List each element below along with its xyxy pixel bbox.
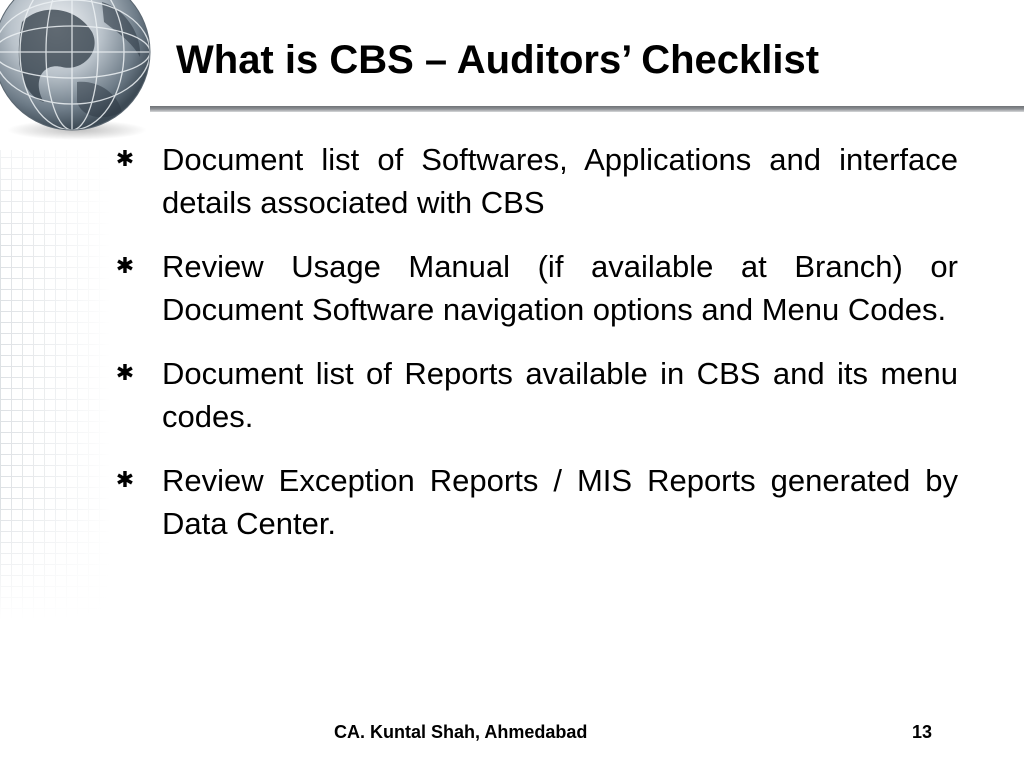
bullet-text: Document list of Softwares, Applications and interface details associated with CBS xyxy=(162,142,958,220)
slide-title: What is CBS – Auditors’ Checklist xyxy=(176,38,820,82)
star-bullet-icon: ✱ xyxy=(115,468,135,493)
bullet-item xyxy=(112,245,958,331)
globe-icon xyxy=(0,0,162,142)
slide-number: 13 xyxy=(912,722,933,742)
bullet-text: Review Usage Manual (if available at Branch) or Document Software navigation options and Menu Codes. xyxy=(162,249,958,327)
grid-decoration-fade xyxy=(0,150,110,620)
title-divider xyxy=(150,106,1024,112)
star-bullet-icon: ✱ xyxy=(115,147,135,172)
bullet-text: Review Exception Reports / MIS Reports generated by Data Center. xyxy=(162,463,958,541)
star-bullet-icon: ✱ xyxy=(115,254,135,279)
footer-author: CA. Kuntal Shah, Ahmedabad xyxy=(334,722,588,742)
star-bullet-icon: ✱ xyxy=(115,361,135,386)
bullet-item xyxy=(112,138,958,224)
bullet-item xyxy=(112,459,958,545)
bullet-text: Document list of Reports available in CBS and its menu codes. xyxy=(162,356,958,434)
bullet-item xyxy=(112,352,958,438)
bullet-list xyxy=(112,138,958,566)
